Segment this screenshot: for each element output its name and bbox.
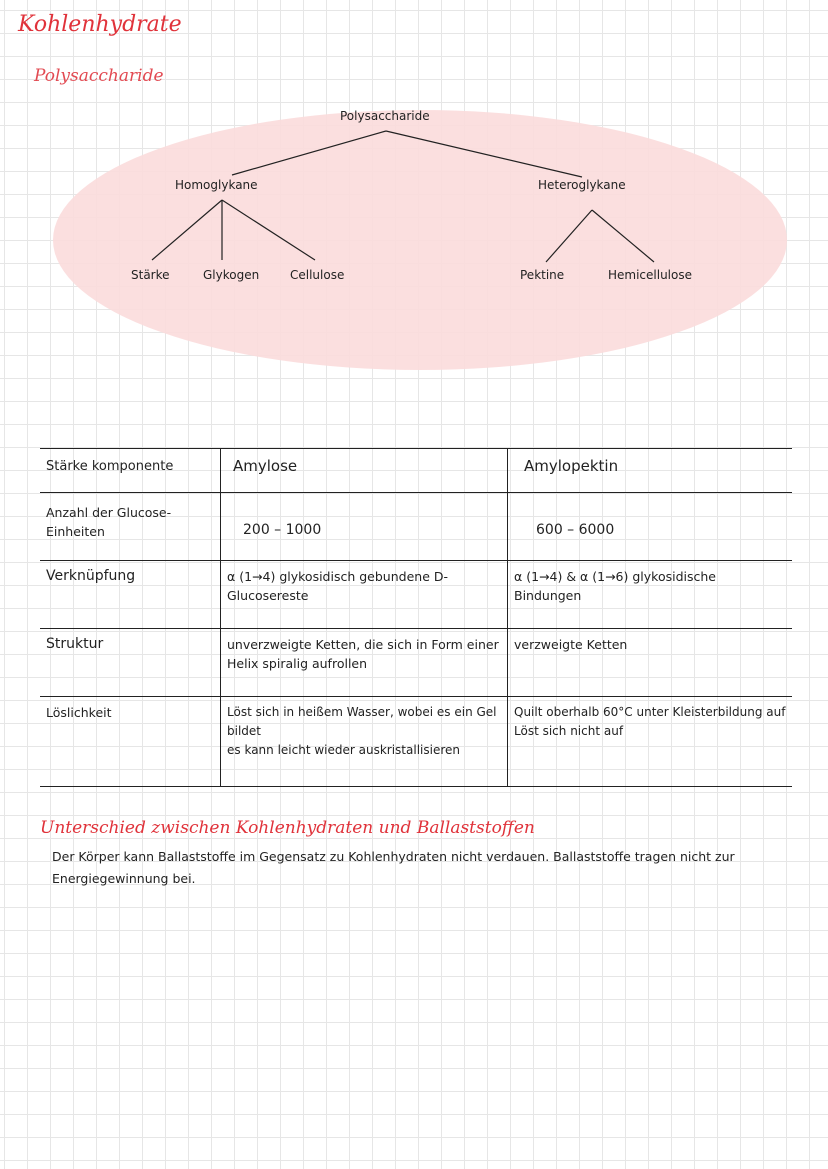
polysaccharide-tree xyxy=(0,0,828,420)
tree-leaf-pectin: Pektine xyxy=(520,268,565,282)
page-title: Kohlenhydrate xyxy=(18,12,182,37)
amylopectin-solubility: Quilt oberhalb 60°C unter Kleisterbildung auf Löst sich nicht auf xyxy=(508,697,793,787)
table-row xyxy=(40,697,792,787)
amylose-linkage: α (1→4) glykosidisch gebundene D-Glucosereste xyxy=(221,561,508,629)
table-row xyxy=(40,493,792,561)
amylopectin-glucose-units: 600 – 6000 xyxy=(508,493,793,561)
header-cell-component: Stärke komponente xyxy=(46,459,174,474)
tree-background-ellipse xyxy=(53,110,787,370)
row-label-linkage: Verknüpfung xyxy=(46,568,136,584)
amylopectin-linkage: α (1→4) & α (1→6) glykosidische Bindungen xyxy=(508,561,793,629)
amylose-solubility: Löst sich in heißem Wasser, wobei es ein Gel bildet es kann leicht wieder auskristallisieren xyxy=(221,697,508,787)
header-cell-amylose: Amylose xyxy=(221,449,508,493)
row-label-glucose-units: Anzahl der Glucose- Einheiten xyxy=(46,505,172,539)
section-title-difference: Unterschied zwischen Kohlenhydraten und Ballaststoffen xyxy=(40,818,535,838)
row-label-structure: Struktur xyxy=(46,636,104,652)
tree-leaf-starch: Stärke xyxy=(131,268,170,282)
header-cell-amylopectin: Amylopektin xyxy=(508,449,793,493)
section-title-polysaccharide: Polysaccharide xyxy=(34,66,164,86)
table-row xyxy=(40,561,792,629)
difference-text: Der Körper kann Ballaststoffe im Gegensatz zu Kohlenhydraten nicht verdauen. Ballaststoffe tragen nicht zur Energiegewinnung bei. xyxy=(52,849,735,886)
table-row xyxy=(40,629,792,697)
amylose-glucose-units: 200 – 1000 xyxy=(221,493,508,561)
tree-leaf-hemicellulose: Hemicellulose xyxy=(608,268,692,282)
tree-leaf-glycogen: Glykogen xyxy=(203,268,260,282)
amylopectin-structure: verzweigte Ketten xyxy=(508,629,793,697)
table-header-row xyxy=(40,449,792,493)
tree-leaf-cellulose: Cellulose xyxy=(290,268,345,282)
starch-comparison-table xyxy=(40,448,792,787)
tree-root-label: Polysaccharide xyxy=(340,109,430,123)
tree-homoglykane-label: Homoglykane xyxy=(175,178,258,192)
row-label-solubility: Löslichkeit xyxy=(46,705,112,720)
amylose-structure: unverzweigte Ketten, die sich in Form einer Helix spiralig aufrollen xyxy=(221,629,508,697)
tree-heteroglykane-label: Heteroglykane xyxy=(538,178,626,192)
